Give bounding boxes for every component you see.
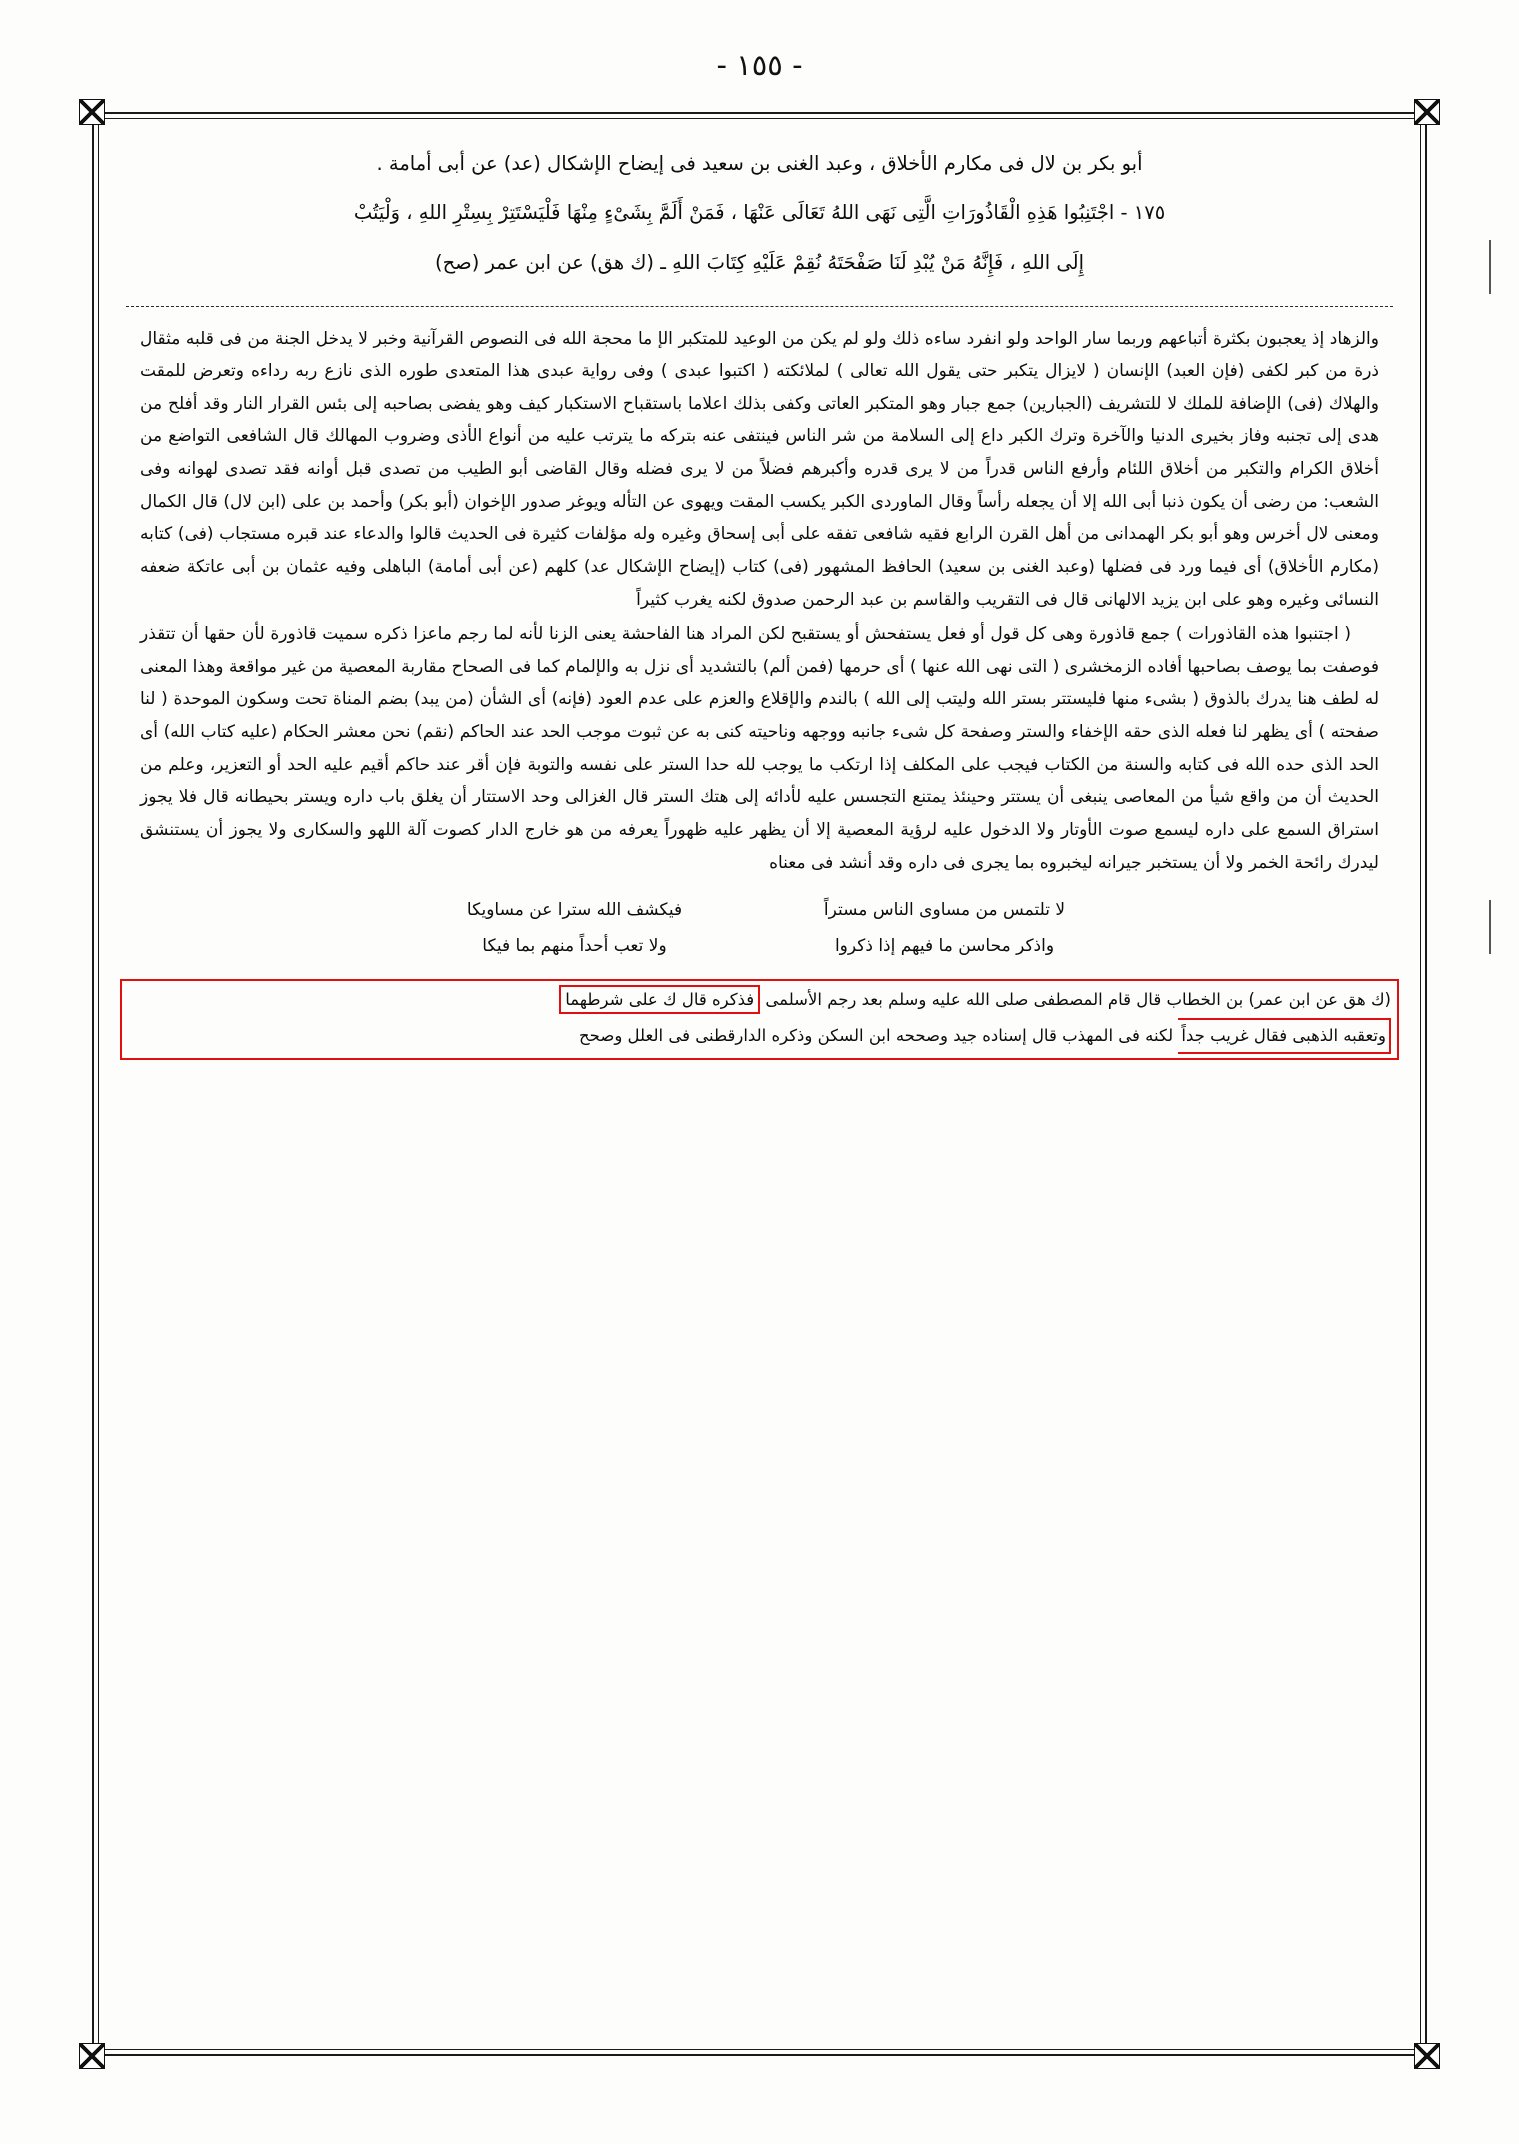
frame-corner-ornament-icon <box>79 2043 105 2069</box>
commentary-paragraph: ( اجتنبوا هذه القاذورات ) جمع قاذورة وهى كل قول أو فعل يستفحش أو يستقبح لكن المراد هنا الفاحشة يعنى الزنا لأنه لما رجم ماعزا ذكره سميت قاذورة لأن حقها أن تتقذر فوصفت بما يوصف بصاحبها أفاده الزمخشرى ( التى نهى الله عنها ) أى حرمها (فمن ألم) بالتشديد أى نزل به والإلمام كما فى الصحاح مقاربة المعصية من غير مواقعة وهذا المعنى له لطف هنا يدرك بالذوق ( بشىء منها فليستتر بستر الله وليتب إلى الله ) بالندم والإقلاع والعزم على عدم العود (فإنه) أى الشأن (من يبد) بضم المناة تحت وسكون الموحدة ( لنا صفحته ) أى يظهر لنا فعله الذى حقه الإخفاء والستر وصفحة كل شىء جانبه ووجهه وناحيته كنى به عن ثبوت موجب الحد عند الحاكم (نقم) نحن معشر الحكام (عليه كتاب الله) أى الحد الذى حده الله فى كتابه والسنة من الكتاب فيجب على المكلف إذا ارتكب ما يوجب لله حدا الستر على نفسه والتوبة فإن أقر عند حاكم أقيم عليه الحد أو التعزير، وعلم من الحديث أن من واقع شيأ من المعاصى ينبغى أن يستتر وحينئذ يمتنع التجسس عليه لأدائه إلى هتك الستر قال الغزالى وحد الاستتار أن يغلق باب داره ويستر بحيطانه قال فلا يجوز استراق السمع على داره ليسمع صوت الأوتار ولا الدخول عليه لرؤية المعصية إلا أن يظهر عليه ظهوراً يعرفه من هو خارج الدار كصوت آلة اللهو والسكارى ولا يجوز أن يستنشق ليدرك رائحة الخمر ولا أن يستخبر جيرانه ليخبروه بما يجرى فى داره وقد أنشد فى معناه <box>140 624 1379 873</box>
commentary-block <box>120 323 1399 880</box>
attribution-line: أبو بكر بن لال فى مكارم الأخلاق ، وعبد الغنى بن سعيد فى إيضاح الإشكال (عد) عن أبى أمامة . <box>376 152 1143 175</box>
hadith-numbered-line: ١٧٥ - اجْتَنِبُوا هَذِهِ الْقَاذُورَاتِ الَّتِى نَهَى اللهُ تَعَالَى عَنْهَا ، فَمَنْ أَلَمَّ بِشَىْءٍ مِنْهَا فَلْيَسْتَتِرْ بِسِتْرِ اللهِ ، وَلْيَتُبْ <box>353 200 1166 224</box>
margin-tick-mark <box>1489 900 1491 954</box>
section-divider <box>126 306 1393 307</box>
frame-corner-ornament-icon <box>79 99 105 125</box>
inner-red-highlight-partial: وتعقبه الذهبى فقال غريب جداً <box>1178 1018 1391 1054</box>
red-annotation-box <box>120 979 1399 1060</box>
poetry-block <box>120 893 1399 964</box>
frame-corner-ornament-icon <box>1414 99 1440 125</box>
takhrij-text-continued: لكنه فى المهذب قال إسناده جيد وصححه ابن السكن وذكره الدارقطنى فى العلل وصحح <box>579 1025 1174 1045</box>
poetry-hemistich-right: واذكر محاسن ما فيهم إذا ذكروا <box>834 935 1055 956</box>
poetry-line <box>120 893 1399 929</box>
highlighted-footnote-area <box>120 979 1399 1060</box>
poetry-hemistich-left: فيكشف الله سترا عن مساويكا <box>466 900 683 921</box>
inner-red-highlight: فذكره قال ك على شرطهما <box>559 985 760 1015</box>
page-content <box>120 136 1399 2034</box>
commentary-paragraph: والزهاد إذ يعجبون بكثرة أتباعهم وربما سار الواحد ولو انفرد ساءه ذلك ولو لم يكن من الوعيد للمتكبر الإ ما محجة الله فى النصوص القرآنية وخبر لا يدخل الجنة من فى قلبه مثقال ذرة من كبر لكفى (فإن العبد) الإنسان ( لايزال يتكبر حتى يقول الله تعالى ) لملائكته ( اكتبوا عبدى ) وفى رواية عبدى هذا المتعدى طوره الذى نازع ربه رداءه وتعرض للمقت والهلاك (فى) الإضافة للملك لا للتشريف (الجبارين) جمع جبار وهو المتكبر العاتى وكفى بذلك اعلاما باستقباح الاستكبار كيف وهو يفضى بصاحبه إلى بئس القرار النار وقد أفلح من هدى إلى تجنبه وفاز بخيرى الدنيا والآخرة وترك الكبر داع إلى السلامة من شر الناس فينتفى عنه بتركه ما يترتب عليه من أنواع الأذى وضروب المهالك قال الشافعى التواضع من أخلاق الكرام والتكبر من أخلاق اللئام وأرفع الناس قدراً من لا يرى قدره وأكبرهم فضلاً من لا يرى فضله وقال القاضى أبو الطيب من تصدى قبل أوانه فقد تصدى لهوانه وفى الشعب: من رضى أن يكون ذنبا أبى الله إلا أن يجعله رأساً وقال الماوردى الكبر يكسب المقت ويهوى عن التأله ويوغر صدور الإخوان (أبو بكر) وأحمد بن على (ابن لال) قال الكمال ومعنى لال أخرس وهو أبو بكر الهمدانى من أهل القرن الرابع فقيه شافعى تفقه على أبى إسحاق وغيره وله مؤلفات كثيرة فى الحديث قالوا والدعاء عند قبره مستجاب (فى) كتابه (مكارم الأخلاق) أى فيما ورد فى فضلها (وعبد الغنى بن سعيد) الحافظ المشهور (فى) كتاب (إيضاح الإشكال عد) كلهم (عن أبى أمامة) الباهلى وفيه عثمان بن أبى عاتكة ضعفه النسائى وغيره وهو على ابن يزيد الالهانى قال فى التقريب والقاسم بن عبد الرحمن صدوق لكنه يغرب كثيراً <box>140 328 1379 610</box>
poetry-line <box>120 929 1399 965</box>
highlighted-line-one <box>128 984 1391 1016</box>
hadith-continuation-line: إِلَى اللهِ ، فَإِنَّهُ مَنْ يُبْدِ لَنَا صَفْحَتَهُ نُقِمْ عَلَيْهِ كِتَابَ اللهِ ـ (ك هق) عن ابن عمر (صح) <box>434 250 1085 274</box>
hadith-text-block <box>120 136 1399 292</box>
frame-corner-ornament-icon <box>1414 2043 1440 2069</box>
poetry-hemistich-left: ولا تعب أحداً منهم بما فيكا <box>482 935 667 956</box>
margin-tick-mark <box>1489 240 1491 294</box>
poetry-hemistich-right: لا تلتمس من مساوى الناس مستراً <box>823 900 1066 921</box>
page-number: - ١٥٥ - <box>716 48 803 82</box>
highlighted-line-two <box>128 1018 1391 1054</box>
takhrij-text: (ك هق عن ابن عمر) بن الخطاب قال قام المصطفى صلى الله عليه وسلم بعد رجم الأسلمى <box>765 989 1391 1009</box>
